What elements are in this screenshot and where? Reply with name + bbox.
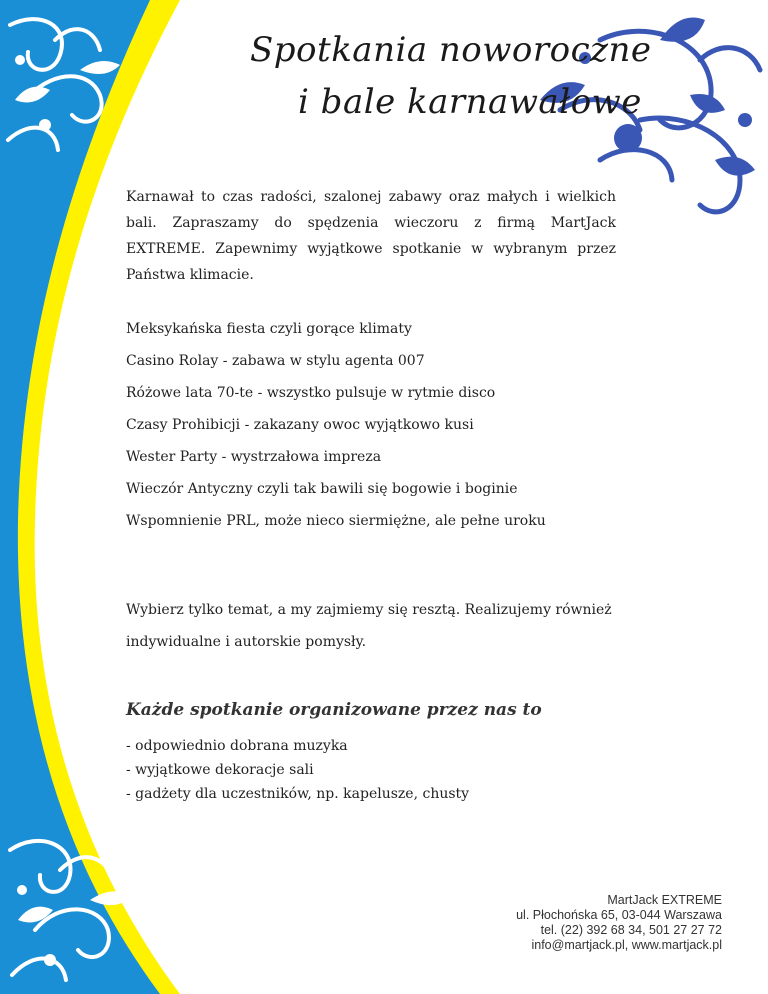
theme-item: Casino Rolay - zabawa w stylu agenta 007 [126, 353, 425, 369]
intro-paragraph: Karnawał to czas radości, szalonej zabawy oraz małych i wielkich bali. Zapraszamy do spędzenia wieczoru z firmą MartJack EXTREME. Zapewnimy wyjątkowe spotkanie w wybranym przez Państwa klimacie. [126, 189, 616, 283]
feature-item: - wyjątkowe dekoracje sali [126, 762, 314, 778]
company-phone: tel. (22) 392 68 34, 501 27 27 72 [540, 923, 722, 937]
closing-paragraph [126, 594, 646, 658]
theme-item: Meksykańska fiesta czyli gorące klimaty [126, 321, 412, 337]
theme-item: Wester Party - wystrzałowa impreza [126, 449, 382, 465]
page-title-line-1: Spotkania noworoczne [250, 30, 652, 70]
feature-item: - odpowiednio dobrana muzyka [126, 738, 348, 754]
theme-item: Wieczór Antyczny czyli tak bawili się bogowie i boginie [126, 481, 518, 497]
theme-item: Różowe lata 70-te - wszystko pulsuje w rytmie disco [126, 385, 496, 401]
themes-list [126, 316, 626, 540]
closing-line-1: Wybierz tylko temat, a my zajmiemy się resztą. Realizujemy również [126, 602, 612, 618]
company-name: MartJack EXTREME [607, 893, 722, 907]
company-address: ul. Płochońska 65, 03-044 Warszawa [516, 908, 722, 922]
contact-block [516, 893, 722, 953]
feature-item: - gadżety dla uczestników, np. kapelusze, chusty [126, 786, 470, 802]
features-heading: Każde spotkanie organizowane przez nas to [126, 700, 542, 720]
closing-line-2: indywidualne i autorskie pomysły. [126, 634, 367, 650]
page-title-line-2: i bale karnawałowe [298, 82, 642, 122]
features-list [126, 734, 469, 806]
theme-item: Czasy Prohibicji - zakazany owoc wyjątkowo kusi [126, 417, 474, 433]
theme-item: Wspomnienie PRL, może nieco siermiężne, ale pełne uroku [126, 513, 546, 529]
company-web: info@martjack.pl, www.martjack.pl [531, 938, 722, 952]
